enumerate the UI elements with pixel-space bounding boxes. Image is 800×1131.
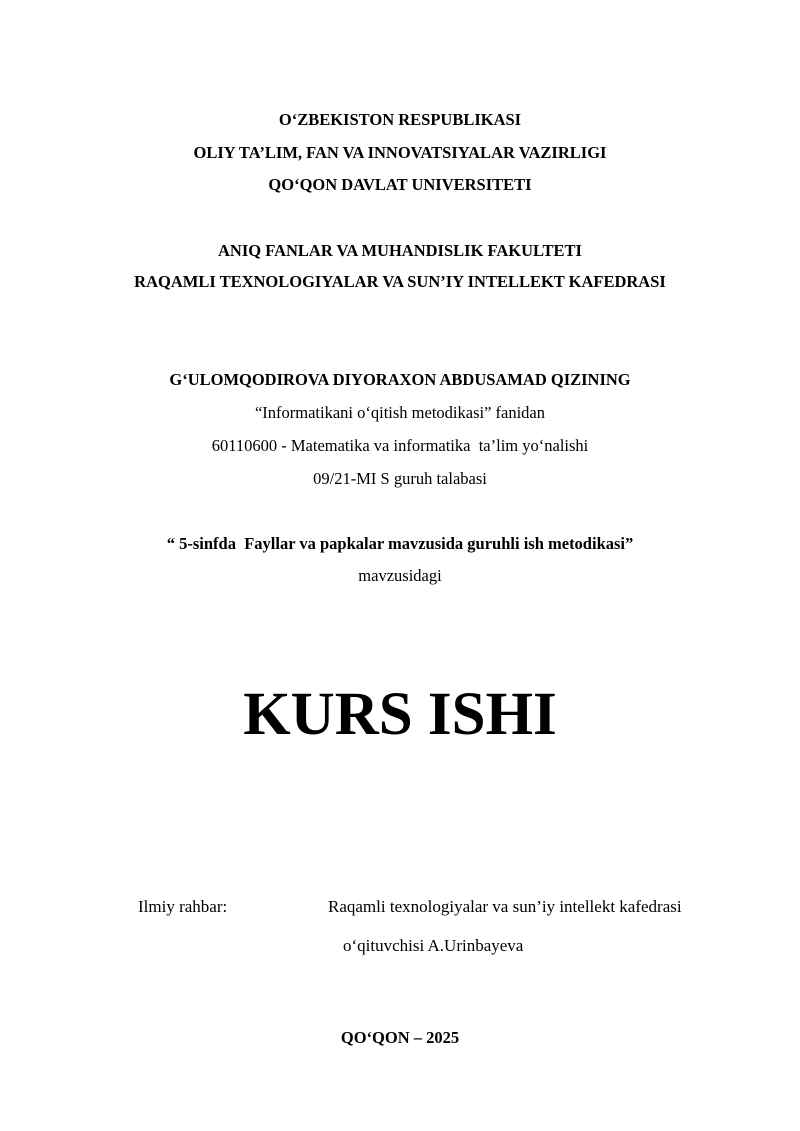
student-name: G‘ULOMQODIROVA DIYORAXON ABDUSAMAD QIZINING [169, 370, 631, 389]
country-heading: O‘ZBEKISTON RESPUBLIKASI [278, 110, 522, 129]
supervisor-position: Raqamli texnologiyalar va sun’iy intellekt kafedrasi [328, 897, 682, 916]
topic-suffix: mavzusidagi [358, 566, 442, 585]
ministry-heading: OLIY TA’LIM, FAN VA INNOVATSIYALAR VAZIRLIGI [193, 143, 607, 162]
place-year: QO‘QON – 2025 [340, 1028, 460, 1047]
faculty-heading: ANIQ FANLAR VA MUHANDISLIK FAKULTETI [218, 241, 582, 260]
supervisor-name: o‘qituvchisi A.Urinbayeva [343, 936, 524, 955]
topic-title: “ 5-sinfda Fayllar va papkalar mavzusida guruhli ish metodikasi” [166, 534, 634, 553]
university-heading: QO‘QON DAVLAT UNIVERSITETI [268, 175, 532, 194]
group-line: 09/21-MI S guruh talabasi [313, 469, 487, 488]
subject-line: “Informatikani o‘qitish metodikasi” fanidan [254, 403, 546, 422]
supervisor-label: Ilmiy rahbar: [138, 897, 228, 916]
chair-heading: RAQAMLI TEXNOLOGIYALAR VA SUN’IY INTELLEKT KAFEDRASI [134, 272, 666, 291]
program-line: 60110600 - Matematika va informatika ta’lim yo‘nalishi [211, 436, 589, 455]
document-type-title: KURS ISHI [243, 681, 557, 748]
